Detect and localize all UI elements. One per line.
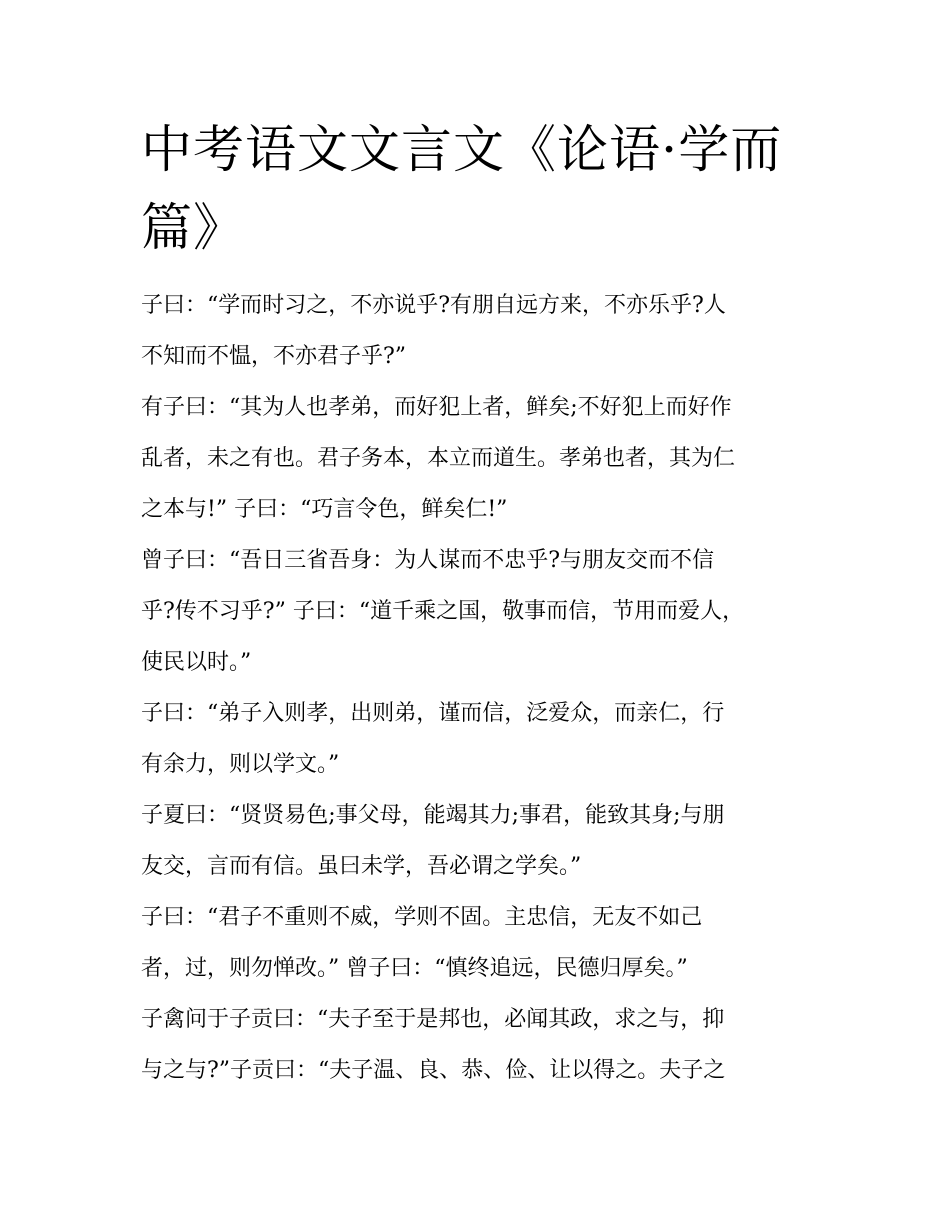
text-line: 乱者，未之有也。君子务本，本立而道生。孝弟也者，其为仁 — [141, 446, 736, 471]
text-line: 子曰：“君子不重则不威，学则不固。主忠信，无友不如己 — [141, 905, 703, 930]
text-line: 子禽问于子贡曰：“夫子至于是邦也，必闻其政，求之与，抑 — [141, 1007, 725, 1032]
text-line: 者，过，则勿惮改。” 曾子曰：“慎终追远，民德归厚矣。” — [141, 956, 688, 981]
text-line: 曾子曰：“吾日三省吾身：为人谋而不忠乎?与朋友交而不信 — [141, 548, 715, 573]
page-title — [141, 112, 821, 268]
text-line: 有余力，则以学文。” — [141, 752, 340, 777]
title-line: 篇》 — [141, 199, 246, 258]
text-line: 之本与!” 子曰：“巧言令色，鲜矣仁!” — [141, 497, 508, 522]
text-line: 乎?传不习乎?” 子曰：“道千乘之国，敬事而信，节用而爱人， — [141, 599, 745, 624]
text-line: 不知而不愠，不亦君子乎?” — [141, 344, 407, 369]
text-line: 子曰：“学而时习之，不亦说乎?有朋自远方来，不亦乐乎?人 — [141, 293, 726, 318]
document-body — [141, 280, 841, 1096]
title-line: 中考语文文言文《论语·学而 — [141, 121, 783, 180]
text-line: 子夏曰：“贤贤易色;事父母，能竭其力;事君，能致其身;与朋 — [141, 803, 725, 828]
text-line: 友交，言而有信。虽曰未学，吾必谓之学矣。” — [141, 854, 582, 879]
text-line: 有子曰：“其为人也孝弟，而好犯上者，鲜矣;不好犯上而好作 — [141, 395, 732, 420]
text-line: 使民以时。” — [141, 650, 252, 675]
text-line: 与之与?”子贡曰：“夫子温、良、恭、俭、让以得之。夫子之 — [141, 1058, 726, 1083]
text-line: 子曰：“弟子入则孝，出则弟，谨而信，泛爱众，而亲仁，行 — [141, 701, 725, 726]
